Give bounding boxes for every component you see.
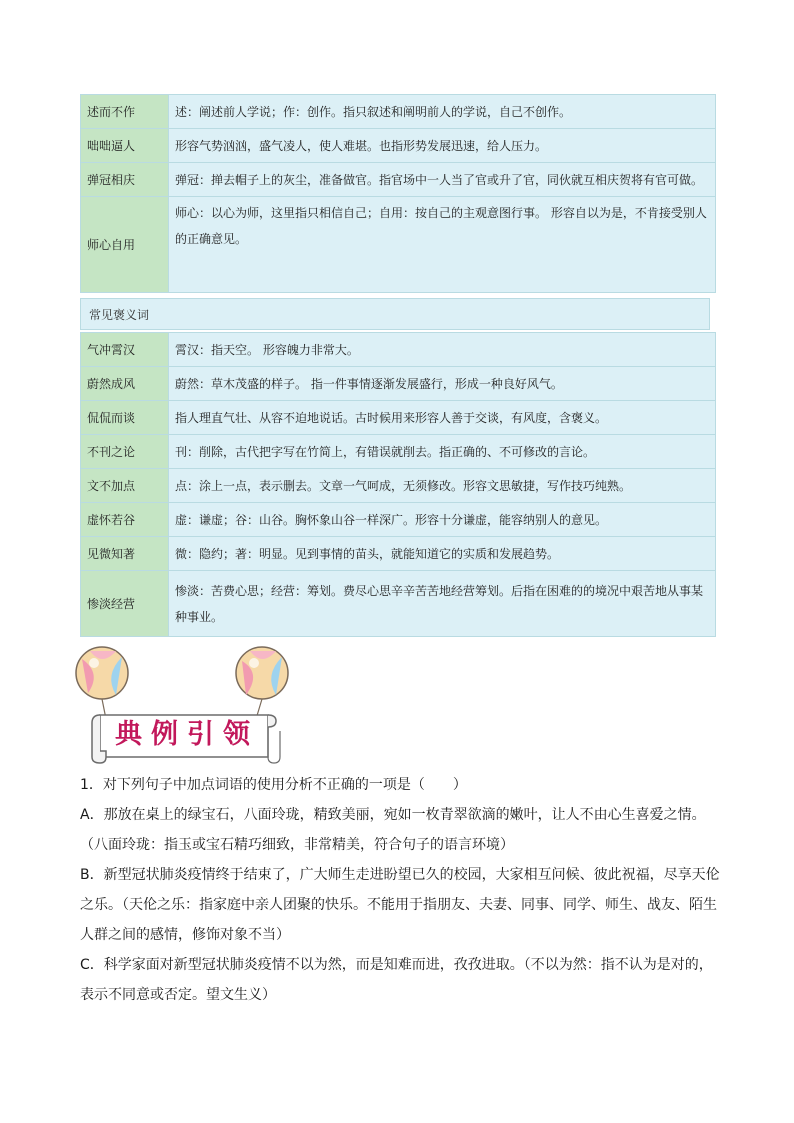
banner-title: 典例引领 bbox=[115, 719, 259, 750]
idiom-term: 师心自用 bbox=[81, 197, 169, 293]
idiom-term: 侃侃而谈 bbox=[81, 401, 169, 435]
idiom-definition: 师心：以心为师，这里指只相信自己；自用：按自己的主观意图行事。 形容自以为是，不肯接受别人的正确意见。 bbox=[169, 197, 716, 293]
idiom-table-top bbox=[80, 94, 716, 293]
balloon-icon bbox=[236, 647, 288, 719]
idiom-definition: 霄汉：指天空。 形容魄力非常大。 bbox=[169, 333, 716, 367]
question-stem: 1．对下列句子中加点词语的使用分析不正确的一项是（ ） bbox=[80, 777, 467, 793]
table-row bbox=[81, 367, 716, 401]
table-row bbox=[81, 197, 716, 293]
table-row bbox=[81, 503, 716, 537]
idiom-term: 蔚然成风 bbox=[81, 367, 169, 401]
idiom-term: 虚怀若谷 bbox=[81, 503, 169, 537]
idiom-definition: 虚：谦虚；谷：山谷。胸怀象山谷一样深广。形容十分谦虚，能容纳别人的意见。 bbox=[169, 503, 716, 537]
idiom-term: 述而不作 bbox=[81, 95, 169, 129]
table-row bbox=[81, 571, 716, 637]
idiom-term: 不刊之论 bbox=[81, 435, 169, 469]
idiom-term: 见微知著 bbox=[81, 537, 169, 571]
idiom-definition: 指人理直气壮、从容不迫地说话。古时候用来形容人善于交谈，有风度，含褒义。 bbox=[169, 401, 716, 435]
idiom-term: 弹冠相庆 bbox=[81, 163, 169, 197]
table-row bbox=[81, 401, 716, 435]
table-row bbox=[81, 333, 716, 367]
idiom-definition: 述：阐述前人学说；作：创作。指只叙述和阐明前人的学说，自己不创作。 bbox=[169, 95, 716, 129]
idiom-definition: 形容气势汹汹，盛气凌人，使人难堪。也指形势发展迅速，给人压力。 bbox=[169, 129, 716, 163]
option-b: B．新型冠状肺炎疫情终于结束了，广大师生走进盼望已久的校园，大家相互问候、彼此祝福，尽享天伦之乐。（天伦之乐：指家庭中亲人团聚的快乐。不能用于指朋友、夫妻、同事、同学、师生、战友、陌生人群之间的感情，修饰对象不当） bbox=[80, 867, 720, 943]
table-row bbox=[81, 469, 716, 503]
idiom-term: 气冲霄汉 bbox=[81, 333, 169, 367]
balloon-icon bbox=[76, 647, 128, 719]
option-a: A．那放在桌上的绿宝石，八面玲珑，精致美丽，宛如一枚青翠欲滴的嫩叶，让人不由心生喜爱之情。（八面玲珑：指玉或宝石精巧细致，非常精美，符合句子的语言环境） bbox=[80, 807, 706, 853]
idiom-term: 惨淡经营 bbox=[81, 571, 169, 637]
idiom-term: 咄咄逼人 bbox=[81, 129, 169, 163]
idiom-definition: 微：隐约；著：明显。见到事情的苗头，就能知道它的实质和发展趋势。 bbox=[169, 537, 716, 571]
table-row bbox=[81, 537, 716, 571]
table-row bbox=[81, 129, 716, 163]
idiom-definition: 点：涂上一点，表示删去。文章一气呵成，无须修改。形容文思敏捷，写作技巧纯熟。 bbox=[169, 469, 716, 503]
table-row bbox=[81, 435, 716, 469]
table-row bbox=[81, 95, 716, 129]
table-row bbox=[81, 163, 716, 197]
idiom-definition: 蔚然：草木茂盛的样子。 指一件事情逐渐发展盛行，形成一种良好风气。 bbox=[169, 367, 716, 401]
section-header-commendatory bbox=[80, 298, 710, 330]
idiom-table-bottom bbox=[80, 332, 716, 637]
section-banner bbox=[70, 645, 300, 765]
idiom-definition: 惨淡：苦费心思；经营：筹划。费尽心思辛辛苦苦地经营筹划。后指在困难的的境况中艰苦地从事某种事业。 bbox=[169, 571, 716, 637]
idiom-definition: 刊：削除，古代把字写在竹简上，有错误就削去。指正确的、不可修改的言论。 bbox=[169, 435, 716, 469]
idiom-term: 文不加点 bbox=[81, 469, 169, 503]
section-label: 常见褒义词 bbox=[89, 308, 150, 322]
idiom-definition: 弹冠：掸去帽子上的灰尘，准备做官。指官场中一人当了官或升了官，同伙就互相庆贺将有官可做。 bbox=[169, 163, 716, 197]
option-c: C．科学家面对新型冠状肺炎疫情不以为然，而是知难而进，孜孜进取。（不以为然：指不认为是对的，表示不同意或否定。望文生义） bbox=[80, 957, 713, 1003]
